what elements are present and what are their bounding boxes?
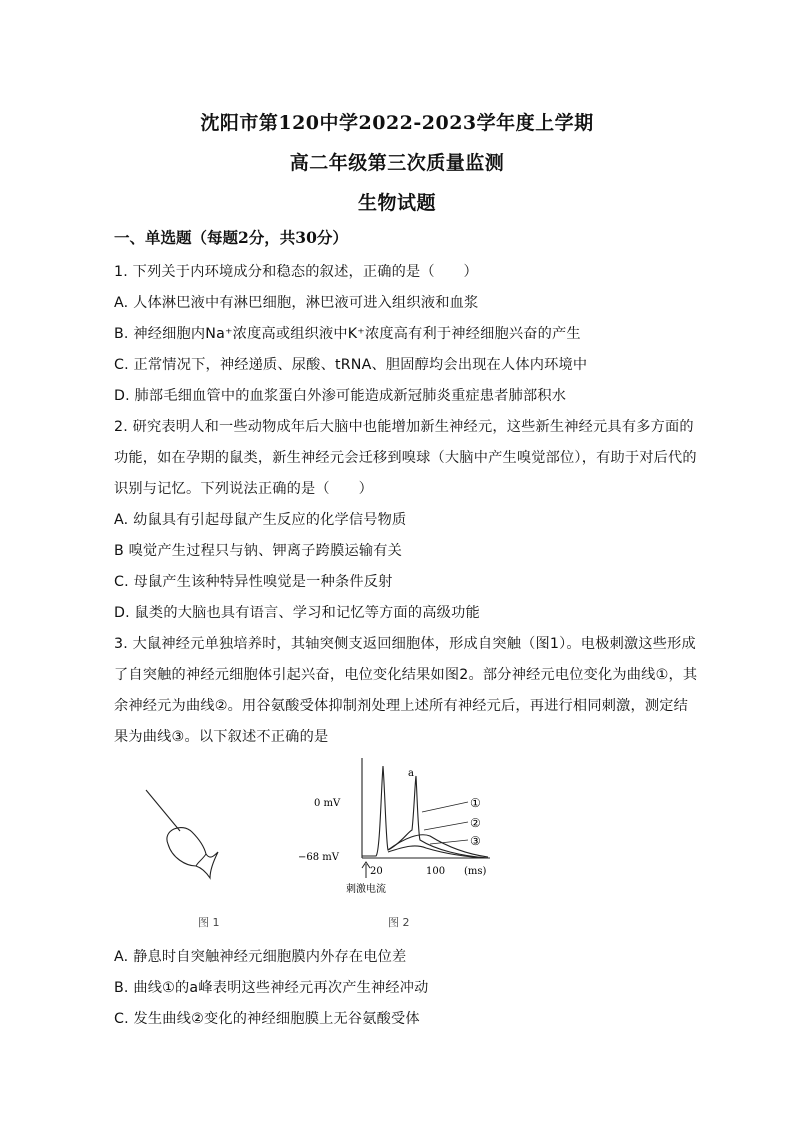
curve2-label: ② [470,816,481,830]
label-0mv: 0 mV [314,798,341,809]
curve1-label: ① [470,796,481,810]
q1-option-d: D. 肺部毛细血管中的血浆蛋白外渗可能造成新冠肺炎重症患者肺部积水 [114,388,567,404]
exam-title-line2: 高二年级第三次质量监测 [289,152,505,174]
q1-option-a: A. 人体淋巴液中有淋巴细胞，淋巴液可进入组织液和血浆 [114,295,479,311]
figure2-potential-graph [296,752,496,902]
figure2-caption: 图 2 [388,916,410,929]
autapse-collateral [196,854,206,866]
q2-option-d: D. 鼠类的大脑也具有语言、学习和记忆等方面的高级功能 [114,605,480,621]
unit-ms: (ms) [464,866,487,877]
q3-stem-line2: 了自突触的神经元细胞体引起兴奋，电位变化结果如图2。部分神经元电位变化为曲线①，其 [114,667,698,683]
tick-20: 20 [370,866,383,877]
figure1-autapse-neuron [140,786,230,886]
q1-option-b: B. 神经细胞内Na⁺浓度高或组织液中K⁺浓度高有利于神经细胞兴奋的产生 [114,326,581,342]
q3-option-b: B. 曲线①的a峰表明这些神经元再次产生神经冲动 [114,980,429,996]
q2-option-b: B 嗅觉产生过程只与钠、钾离子跨膜运输有关 [114,543,403,559]
q2-stem-line3: 识别与记忆。下列说法正确的是（ ） [114,481,373,497]
curve1-leader [422,802,468,812]
q2-option-c: C. 母鼠产生该种特异性嗅觉是一种条件反射 [114,574,393,590]
q3-stem-line3: 余神经元为曲线②。用谷氨酸受体抑制剂处理上述所有神经元后，再进行相同刺激，测定结 [114,698,689,714]
curve2-leader [424,822,468,830]
peak-a-label: a [408,768,414,779]
stimulus-label: 刺激电流 [346,884,386,895]
q3-option-c: C. 发生曲线②变化的神经细胞膜上无谷氨酸受体 [114,1011,420,1027]
q1-option-c: C. 正常情况下，神经递质、尿酸、tRNA、胆固醇均会出现在人体内环境中 [114,357,588,373]
tick-100: 100 [426,866,446,877]
exam-subject-title: 生物试题 [357,192,436,214]
stimulus-arrow [362,862,370,878]
curve3-leader [430,840,468,844]
curve3-label: ③ [470,834,481,848]
q3-option-a: A. 静息时自突触神经元细胞膜内外存在电位差 [114,949,407,965]
q2-option-a: A. 幼鼠具有引起母鼠产生反应的化学信号物质 [114,512,407,528]
electrode-line [146,790,180,831]
label-neg68mv: −68 mV [298,852,339,863]
figure1-caption: 图 1 [198,916,220,929]
q1-stem: 1. 下列关于内环境成分和稳态的叙述，正确的是（ ） [114,264,478,280]
section-heading: 一、单选题（每题2分，共30分） [114,228,348,247]
q2-stem-line2: 功能，如在孕期的鼠类，新生神经元会迁移到嗅球（大脑中产生嗅觉部位），有助于对后代的 [114,450,697,466]
q3-stem-line1: 3. 大鼠神经元单独培养时，其轴突侧支返回细胞体，形成自突触（图1）。电极刺激这些形成 [114,636,696,652]
q3-stem-line4: 果为曲线③。以下叙述不正确的是 [114,729,329,745]
q2-stem-line1: 2. 研究表明人和一些动物成年后大脑中也能增加新生神经元，这些新生神经元具有多方面的 [114,419,694,435]
exam-title-line1: 沈阳市第120中学2022-2023学年度上学期 [200,112,594,134]
neuron-soma [167,828,218,878]
